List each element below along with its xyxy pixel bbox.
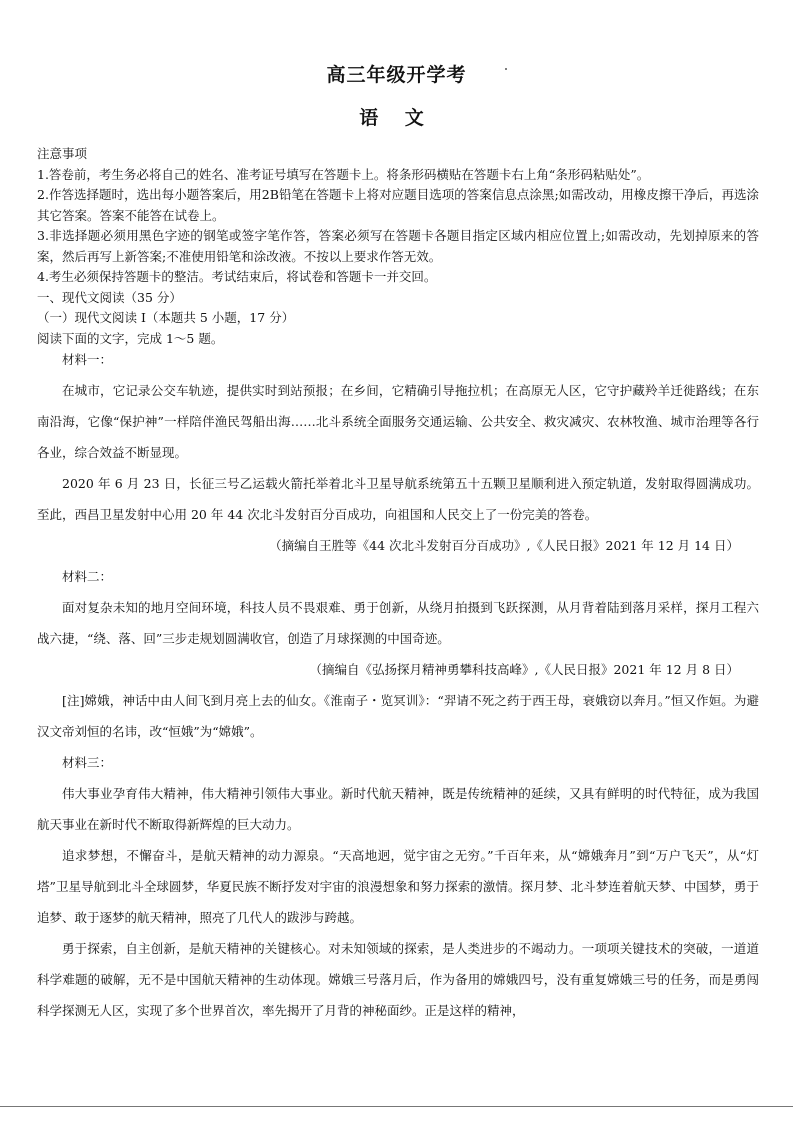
material-1-paragraph-1: 在城市，它记录公交车轨迹，提供实时到站预报；在乡间，它精确引导拖拉机；在高原无人区，它守护藏羚羊迁徙路线；在东南沿海，它像“保护神”一样陪伴渔民驾船出海……北斗系统全面服务交通运输、公共安全、救灾减灾、农林牧渔、城市治理等各行各业，综合效益不断显现。 bbox=[37, 383, 759, 460]
notes-heading: 注意事项 bbox=[37, 146, 88, 161]
material-3-paragraph-1: 伟大事业孕育伟大精神，伟大精神引领伟大事业。新时代航天精神，既是传统精神的延续，又具有鲜明的时代特征，成为我国航天事业在新时代不断取得新辉煌的巨大动力。 bbox=[37, 786, 759, 832]
material-3-paragraph-3: 勇于探索，自主创新，是航天精神的关键核心。对未知领域的探索，是人类进步的不竭动力。一项项关键技术的突破，一道道科学难题的破解，无不是中国航天精神的生动体现。嫦娥三号落月后，作为备用的嫦娥四号，没有重复嫦娥三号的任务，而是勇闯科学探测无人区，实现了多个世界首次，率先揭开了月背的神秘面纱。正是这样的精神， bbox=[37, 941, 759, 1018]
material-3-paragraph-2: 追求梦想，不懈奋斗，是航天精神的动力源泉。“天高地迥，觉宇宙之无穷。”千百年来，从“嫦娥奔月”到“万户飞天”，从“灯塔”卫星导航到北斗全球圆梦，华夏民族不断抒发对宇宙的浪漫想象和努力探索的激情。探月梦、北斗梦连着航天梦、中国梦，勇于追梦、敢于逐梦的航天精神，照亮了几代人的跋涉与跨越。 bbox=[37, 848, 759, 925]
exam-title: 高三年级开学考 bbox=[326, 64, 467, 86]
material-2-note: [注]嫦娥，神话中由人间飞到月亮上去的仙女。《淮南子・览冥训》：“羿请不死之药于西王母，衰娥窃以奔月。”恒又作姮。为避汉文帝刘恒的名讳，改“恒娥”为“嫦娥”。 bbox=[37, 693, 759, 739]
page-bottom-rule bbox=[0, 1106, 793, 1107]
material-2-citation: （摘编自《弘扬探月精神勇攀科技高峰》,《人民日报》2021 年 12 月 8 日） bbox=[309, 662, 739, 677]
note-item-1: 1.答卷前，考生务必将自己的姓名、准考证号填写在答题卡上。将条形码横贴在答题卡右上角“条形码粘贴处”。 bbox=[37, 166, 650, 182]
material-2-paragraph-1: 面对复杂未知的地月空间环境，科技人员不畏艰难、勇于创新，从绕月拍摄到飞跃探测，从月背着陆到落月采样，探月工程六战六捷，“绕、落、回”三步走规划圆满收官，创造了月球探测的中国奇迹。 bbox=[37, 600, 759, 646]
material-2-label: 材料二： bbox=[62, 569, 113, 584]
subsection-heading: （一）现代文阅读 I（本题共 5 小题，17 分） bbox=[37, 310, 295, 325]
note-item-2: 2.作答选择题时，选出每小题答案后，用2B铅笔在答题卡上将对应题目选项的答案信息点涂黑;如需改动，用橡皮擦干净后，再选涂其它答案。答案不能答在试卷上。 bbox=[37, 187, 759, 223]
material-1-label: 材料一： bbox=[62, 352, 113, 367]
reading-instruction: 阅读下面的文字，完成 1～5 题。 bbox=[37, 330, 224, 346]
note-item-4: 4.考生必须保持答题卡的整洁。考试结束后，将试卷和答题卡一并交回。 bbox=[37, 269, 437, 284]
scan-dot bbox=[505, 68, 507, 70]
section-heading: 一、现代文阅读（35 分） bbox=[37, 289, 182, 305]
reading-passage bbox=[37, 344, 759, 1026]
material-1-citation: （摘编自王胜等《44 次北斗发射百分百成功》,《人民日报》2021 年 12 月 14 日） bbox=[269, 538, 739, 553]
note-item-3: 3.非选择题必须用黑色字迹的钢笔或签字笔作答，答案必须写在答题卡各题目指定区域内相应位置上;如需改动，先划掉原来的答案，然后再写上新答案;不准使用铅笔和涂改液。不按以上要求作答无效。 bbox=[37, 228, 759, 264]
exam-notes bbox=[37, 144, 759, 349]
subject-title: 语 文 bbox=[359, 107, 434, 129]
material-1-paragraph-2: 2020 年 6 月 23 日，长征三号乙运载火箭托举着北斗卫星导航系统第五十五颗卫星顺利进入预定轨道，发射取得圆满成功。至此，西昌卫星发射中心用 20 年 44 次北斗发射百分百成功，向祖国和人民交上了一份完美的答卷。 bbox=[37, 476, 759, 522]
material-3-label: 材料三： bbox=[62, 755, 113, 770]
